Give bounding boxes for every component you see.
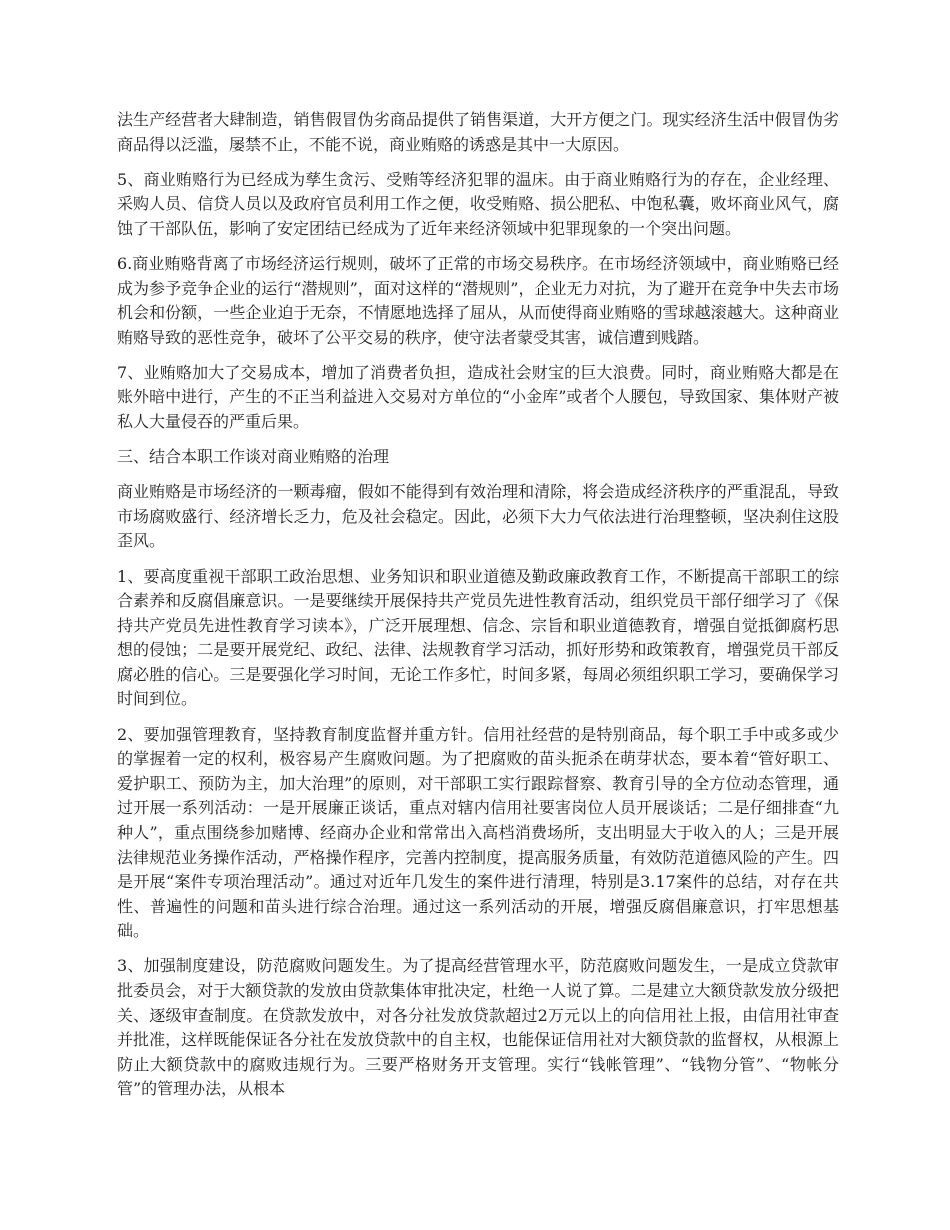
paragraph-item-5: 5、商业贿赂行为已经成为孳生贪污、受贿等经济犯罪的温床。由于商业贿赂行为的存在，企业经理、采购人员、信贷人员以及政府官员利用工作之便，收受贿赂、损公肥私、中饱私囊，败坏商业风气，腐蚀了干部队伍，影响了安定团结已经成为了近年来经济领域中犯罪现象的一个突出问题。 <box>117 169 839 238</box>
paragraph-measure-1: 1、要高度重视干部职工政治思想、业务知识和职业道德及勤政廉政教育工作，不断提高干部职工的综合素养和反腐倡廉意识。一是要继续开展保持共产党员先进性教育活动，组织党员干部仔细学习了《保持共产党员先进性教育学习读本》，广泛开展理想、信念、宗旨和职业道德教育，增强自觉抵御腐朽思想的侵蚀；二是要开展党纪、政纪、法律、法规教育学习活动，抓好形势和政策教育，增强党员干部反腐必胜的信心。三是要强化学习时间，无论工作多忙，时间多紧，每周必须组织职工学习，要确保学习时间到位。 <box>117 566 839 709</box>
paragraph-measure-3: 3、加强制度建设，防范腐败问题发生。为了提高经营管理水平，防范腐败问题发生，一是成立贷款审批委员会，对于大额贷款的发放由贷款集体审批决定，杜绝一人说了算。二是建立大额贷款发放分级把关、逐级审查制度。在贷款发放中，对各分社发放贷款超过2万元以上的向信用社上报，由信用社审查并批准，这样既能保证各分社在发放贷款中的自主权，也能保证信用社对大额贷款的监督权，从根源上防止大额贷款中的腐败违规行为。三要严格财务开支管理。实行“钱帐管理”、“钱物分管”、“物帐分管”的管理办法，从根本 <box>117 956 839 1099</box>
section-heading: 三、结合本职工作谈对商业贿赂的治理 <box>117 447 390 467</box>
paragraph-intro: 商业贿赂是市场经济的一颗毒瘤，假如不能得到有效治理和清除，将会造成经济秩序的严重混乱，导致市场腐败盛行、经济增长乏力，危及社会稳定。因此，必须下大力气依法进行治理整顿，坚决刹住这股歪风。 <box>117 482 839 551</box>
paragraph-item-6: 6.商业贿赂背离了市场经济运行规则，破坏了正常的市场交易秩序。在市场经济领域中，商业贿赂已经成为参予竞争企业的运行“潜规则”，面对这样的“潜规则”，企业无力对抗，为了避开在竞争中失去市场机会和份额，一些企业迫于无奈，不情愿地选择了屈从，从而使得商业贿赂的雪球越滚越大。这种商业贿赂导致的恶性竞争，破坏了公平交易的秩序，使守法者蒙受其害，诚信遭到贱踏。 <box>117 253 839 347</box>
paragraph-measure-2: 2、要加强管理教育，坚持教育制度监督并重方针。信用社经营的是特别商品，每个职工手中或多或少的掌握着一定的权利，极容易产生腐败问题。为了把腐败的苗头扼杀在萌芽状态，要本着“管好职工、爱护职工、预防为主，加大治理”的原则，对干部职工实行跟踪督察、教育引导的全方位动态管理，通过开展一系列活动：一是开展廉正谈话，重点对辖内信用社要害岗位人员开展谈话；二是仔细排查“九种人”，重点围绕参加赌博、经商办企业和常常出入高档消费场所，支出明显大于收入的人；三是开展法律规范业务操作活动，严格操作程序，完善内控制度，提高服务质量，有效防范道德风险的产生。四是开展“案件专项治理活动”。通过对近年几发生的案件进行清理，特别是3.17案件的总结，对存在共性、普遍性的问题和苗头进行综合治理。通过这一系列活动的开展，增强反腐倡廉意识，打牢思想基础。 <box>117 724 839 941</box>
paragraph-continuation: 法生产经营者大肆制造，销售假冒伪劣商品提供了销售渠道，大开方便之门。现实经济生活中假冒伪劣商品得以泛滥，屡禁不止，不能不说，商业贿赂的诱惑是其中一大原因。 <box>117 110 839 154</box>
document-body <box>117 108 839 1112</box>
paragraph-item-7: 7、业贿赂加大了交易成本，增加了消费者负担，造成社会财宝的巨大浪费。同时，商业贿赂大都是在账外暗中进行，产生的不正当利益进入交易对方单位的“小金库”或者个人腰包，导致国家、集体财产被私人大量侵吞的严重后果。 <box>117 362 839 432</box>
